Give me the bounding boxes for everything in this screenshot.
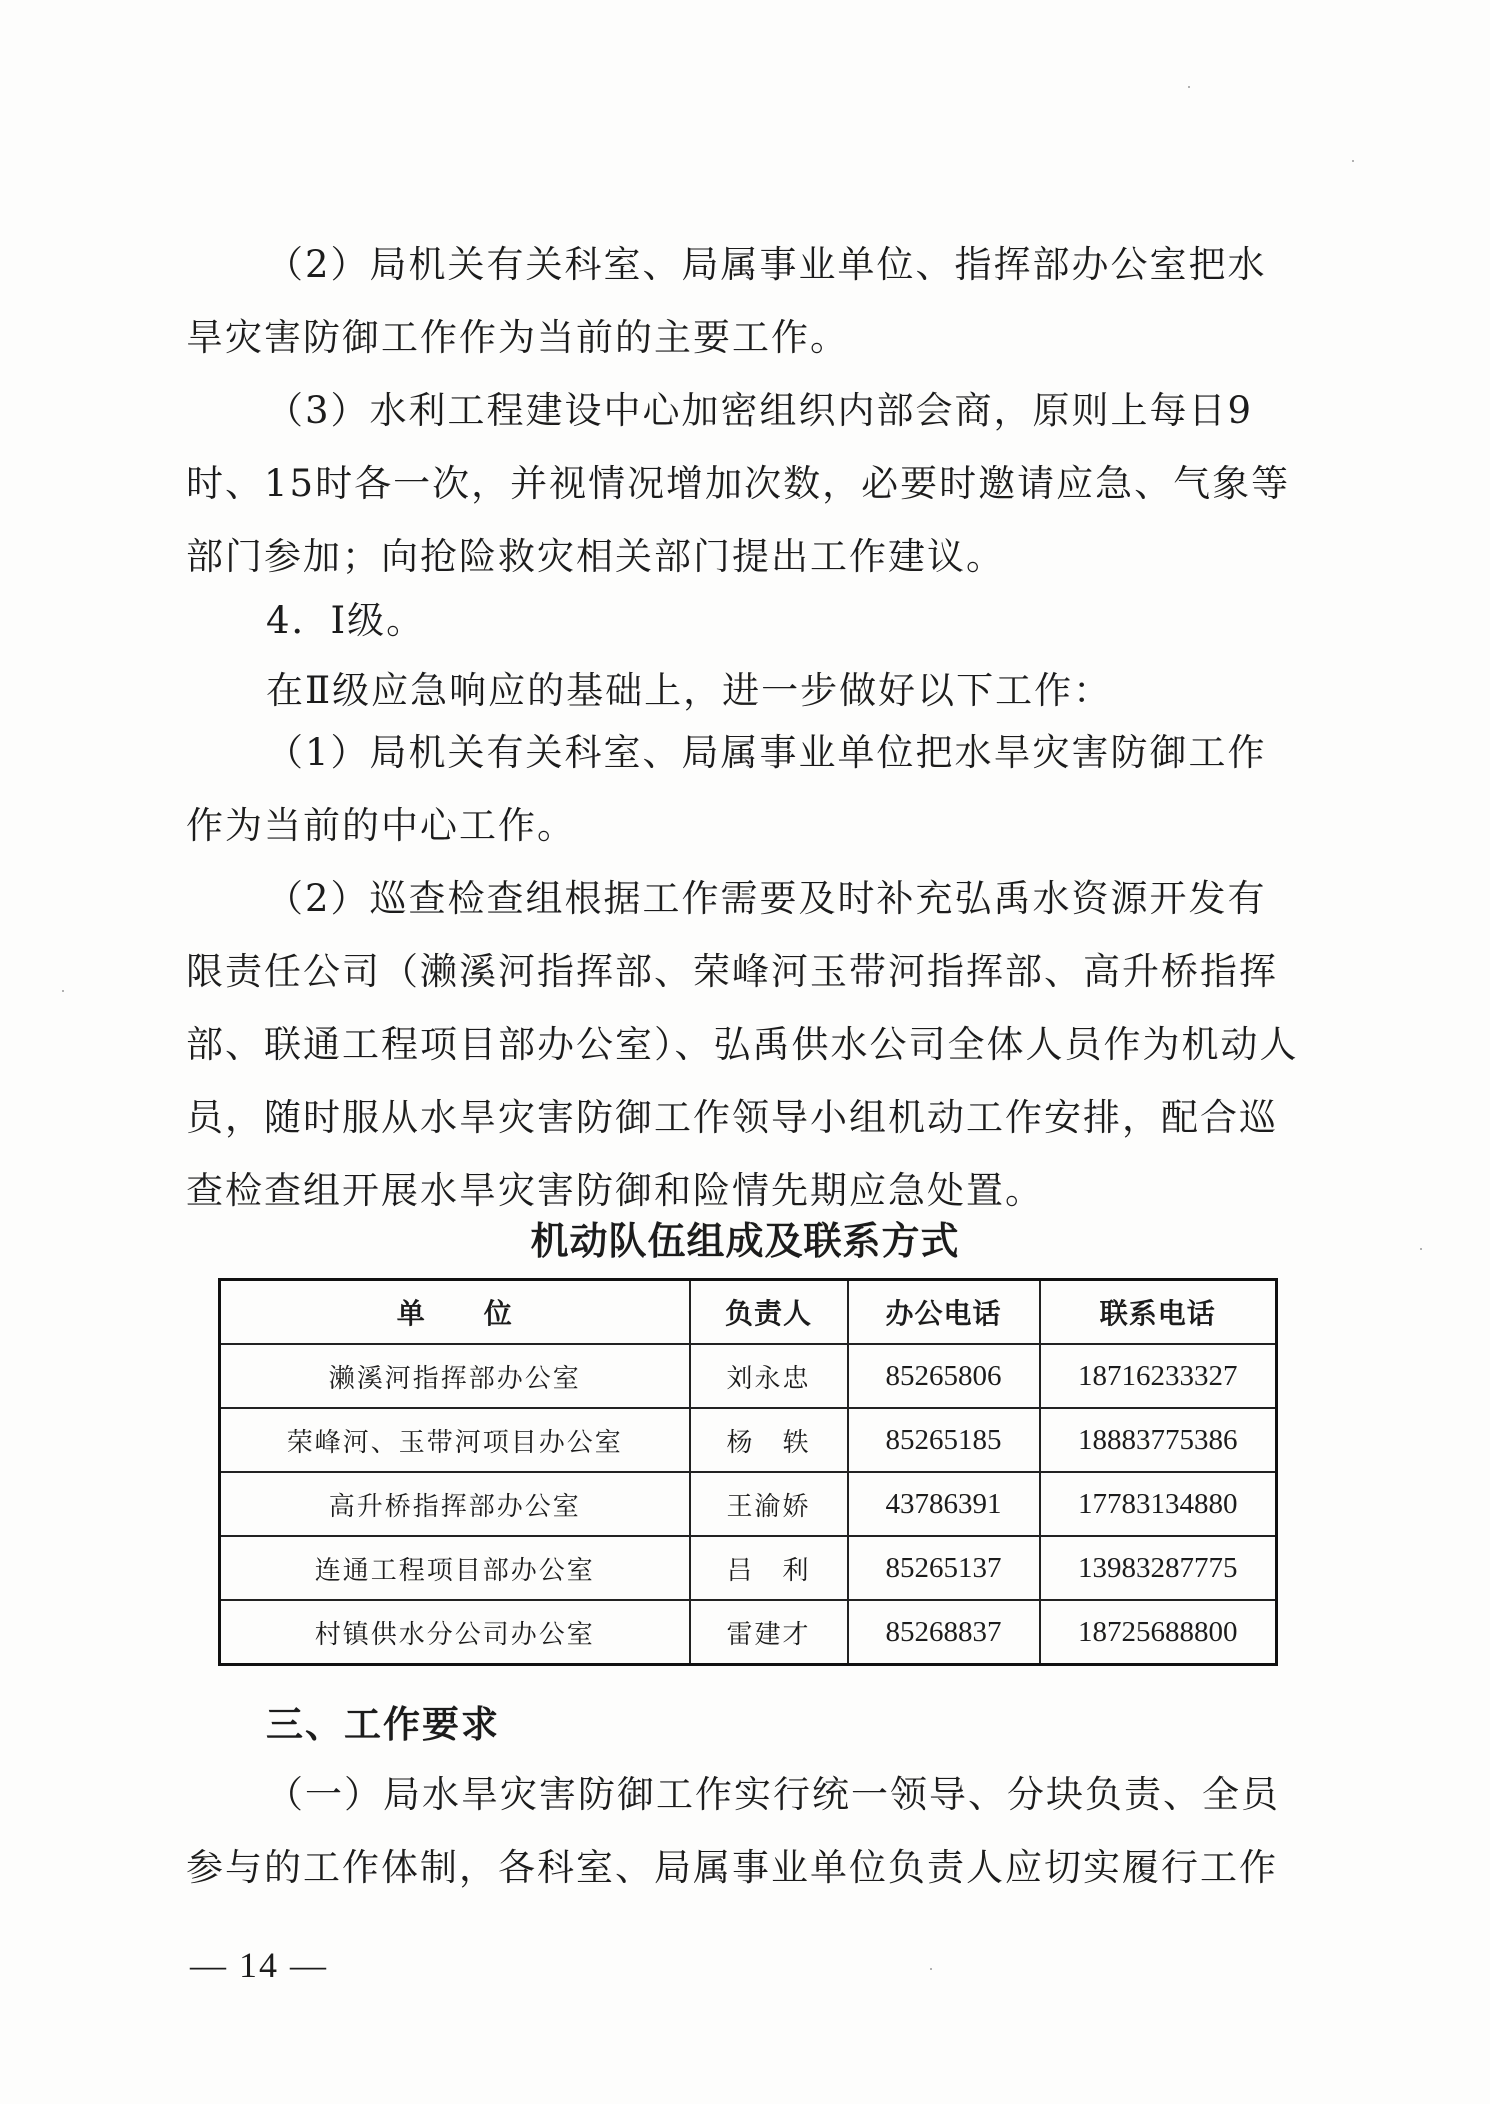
header-office-phone: 办公电话 (848, 1280, 1040, 1345)
cell-office-phone: 43786391 (848, 1472, 1040, 1536)
table-row (220, 1600, 1277, 1665)
cell-person: 刘永忠 (690, 1344, 848, 1408)
page-number: — 14 — (190, 1945, 328, 1985)
paragraph-5: （1）局机关有关科室、局属事业单位把水旱灾害防御工作作为当前的中心工作。 (186, 731, 1267, 847)
paragraph-6: （2）巡查检查组根据工作需要及时补充弘禹水资源开发有限责任公司（濑溪河指挥部、荣峰河玉带河指挥部、高升桥指挥部、联通工程项目部办公室）、弘禹供水公司全体人员作为机动人员，随时服从水旱灾害防御工作领导小组机动工作安排，配合巡查检查组开展水旱灾害防御和险情先期应急处置。 (186, 877, 1299, 1212)
paragraph-4: 在Ⅱ级应急响应的基础上，进一步做好以下工作： (266, 669, 1113, 712)
table-row (220, 1344, 1277, 1408)
table-title: 机动队伍组成及联系方式 (530, 1219, 960, 1263)
cell-unit: 连通工程项目部办公室 (220, 1536, 690, 1600)
cell-unit: 高升桥指挥部办公室 (220, 1472, 690, 1536)
scan-speck (1188, 86, 1190, 88)
paragraph-3: 4．Ⅰ级。 (266, 599, 426, 642)
scan-speck (1420, 1248, 1422, 1250)
cell-contact-phone: 18716233327 (1040, 1344, 1277, 1408)
paragraph-1: （2）局机关有关科室、局属事业单位、指挥部办公室把水旱灾害防御工作作为当前的主要工作。 (186, 243, 1267, 359)
cell-person: 王渝娇 (690, 1472, 848, 1536)
cell-unit: 荣峰河、玉带河项目办公室 (220, 1408, 690, 1472)
cell-contact-phone: 18883775386 (1040, 1408, 1277, 1472)
cell-person: 雷建才 (690, 1600, 848, 1665)
scan-speck (62, 990, 64, 992)
cell-office-phone: 85265137 (848, 1536, 1040, 1600)
cell-office-phone: 85265185 (848, 1408, 1040, 1472)
cell-unit: 濑溪河指挥部办公室 (220, 1344, 690, 1408)
header-person: 负责人 (690, 1280, 848, 1345)
contacts-table (218, 1278, 1278, 1666)
cell-office-phone: 85268837 (848, 1600, 1040, 1665)
paragraph-7: （一）局水旱灾害防御工作实行统一领导、分块负责、全员参与的工作体制，各科室、局属事业单位负责人应切实履行工作 (186, 1773, 1280, 1889)
scan-speck (1352, 160, 1354, 162)
table-header-row (220, 1280, 1277, 1345)
scan-speck (930, 1968, 932, 1970)
cell-contact-phone: 17783134880 (1040, 1472, 1277, 1536)
paragraph-2: （3）水利工程建设中心加密组织内部会商，原则上每日9时、15时各一次，并视情况增加次数，必要时邀请应急、气象等部门参加；向抢险救灾相关部门提出工作建议。 (186, 389, 1291, 578)
cell-person: 杨 轶 (690, 1408, 848, 1472)
cell-person: 吕 利 (690, 1536, 848, 1600)
cell-office-phone: 85265806 (848, 1344, 1040, 1408)
header-contact-phone: 联系电话 (1040, 1280, 1277, 1345)
table-row (220, 1536, 1277, 1600)
cell-contact-phone: 13983287775 (1040, 1536, 1277, 1600)
table-row (220, 1472, 1277, 1536)
section-heading: 三、工作要求 (266, 1703, 500, 1746)
cell-contact-phone: 18725688800 (1040, 1600, 1277, 1665)
header-unit: 单 位 (220, 1280, 690, 1345)
cell-unit: 村镇供水分公司办公室 (220, 1600, 690, 1665)
table-row (220, 1408, 1277, 1472)
